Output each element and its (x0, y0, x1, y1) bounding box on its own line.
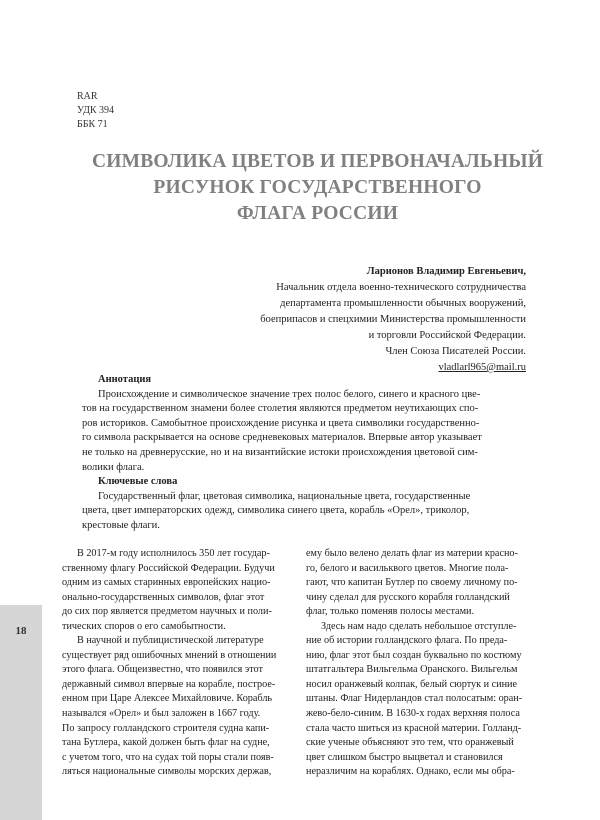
title-line: РИСУНОК ГОСУДАРСТВЕННОГО (153, 177, 482, 198)
keywords-line: цвета, цвет императорских одежд, символика синего цвета, корабль «Орел», триколор, (82, 505, 470, 517)
body-text-line: стала часто шиться из красной материи. Голланд- (306, 722, 522, 734)
body-text-line: По запросу голландского строителя судна капи- (62, 722, 270, 734)
author-email-link[interactable]: vladlarl965@mail.ru (438, 362, 526, 373)
author-name: Ларионов Владимир Евгеньевич, (366, 266, 526, 277)
body-text-line: ние об истории голландского флага. По преда- (306, 635, 508, 647)
body-text-line: онально-государственных символов, флаг этот (62, 591, 265, 603)
body-text-line: гают, что капитан Бутлер по своему личному по- (306, 577, 518, 589)
body-text-line: штатгальтера Вильгельма Оранского. Вильгельм (306, 664, 518, 676)
body-text-line: державный символ впервые на корабле, построе- (62, 678, 276, 690)
author-block (260, 264, 526, 376)
body-text-line: неразличим на кораблях. Однако, если мы обра- (306, 766, 515, 778)
author-affiliation-line: боеприпасов и спецхимии Министерства промышленности (260, 314, 526, 325)
body-text-line: этого флага. Общеизвестно, что появился этот (62, 664, 263, 676)
keywords-heading: Ключевые слова (98, 476, 178, 488)
body-text-line: до сих пор является предметом научных и поли- (62, 606, 272, 618)
abstract-heading: Аннотация (98, 374, 152, 385)
body-text-line: чину сделал для русского корабля голландский (306, 591, 510, 603)
body-text-line: существует ряд ошибочных мнений в отношении (62, 649, 277, 661)
body-text-line: флаг, только поменяв полосы местами. (306, 606, 475, 618)
body-text-line: носил оранжевый колпак, белый сюртук и синие (306, 678, 518, 690)
body-text-line: нию, флаг этот был создан буквально по костюму (306, 649, 522, 661)
abstract-section (82, 373, 528, 534)
classification-bbk: ББК 71 (77, 119, 108, 130)
keywords-line: Государственный флаг, цветовая символика, национальные цвета, государственные (98, 490, 471, 502)
abstract-line: Происхождение и символическое значение трех полос белого, синего и красного цве- (98, 388, 481, 400)
abstract-line: го символа раскрывается на основе средневековых материалов. Впервые автор указывает (82, 432, 482, 444)
body-text-line: ему было велено делать флаг из материи красно- (306, 548, 518, 559)
title-line: СИМВОЛИКА ЦВЕТОВ И ПЕРВОНАЧАЛЬНЫЙ (91, 151, 544, 172)
classification-codes (77, 90, 114, 132)
body-text-line: ляться национальные символы морских держав, (62, 766, 272, 778)
page-side-strip (0, 605, 42, 820)
author-affiliation-line: Начальник отдела военно-технического сотрудничества (276, 282, 526, 293)
body-text-line: ственному флагу Российской Федерации. Будучи (62, 562, 275, 574)
author-affiliation-line: и торговли Российской Федерации. (368, 330, 526, 341)
article-title (45, 149, 590, 227)
keywords-line: крестовые флаги. (82, 519, 160, 531)
body-text-line: штаны. Флаг Нидерландов стал полосатым: оран- (306, 693, 523, 705)
body-text-line: го, белого и васильквого цветов. Многие пола- (306, 562, 509, 574)
page-number: 18 (15, 625, 27, 637)
abstract-line: тов на государственном знамени более столетия являются предметом неутихающих спо- (82, 403, 479, 415)
title-line: ФЛАГА РОССИИ (236, 203, 399, 224)
body-text-line: В 2017-м году исполнилось 350 лет государ- (77, 548, 270, 559)
body-text-line: цвет слишком быстро выцветал и становился (306, 751, 503, 763)
body-text-line: одним из самых старинных европейских нацио- (62, 577, 271, 589)
author-affiliation-line: Член Союза Писателей России. (385, 346, 526, 357)
body-column-left (62, 547, 302, 780)
body-text-line: ские ученые объясняют это тем, что оранжевый (306, 737, 514, 749)
abstract-line: ров историков. Самобытное происхождение рисунка и цвета символики государственно- (82, 417, 480, 429)
body-text-line: енном при Царе Алексее Михайловиче. Корабль (62, 693, 273, 705)
body-text-line: тических споров о его самобытности. (62, 620, 226, 632)
classification-udk: УДК 394 (77, 105, 115, 116)
body-text-line: Здесь нам надо сделать небольшое отступле- (321, 620, 517, 632)
body-column-right (306, 547, 546, 780)
body-text-line: жево-бело-синим. В 1630-х годах верхняя полоса (306, 708, 520, 720)
body-text-line: тана Бутлера, какой должен быть флаг на судне, (62, 737, 270, 749)
body-text-line: В научной и публицистической литературе (77, 635, 264, 647)
body-text-line: назывался «Орел» и был заложен в 1667 году. (62, 708, 261, 720)
body-text-line: с учетом того, что на судах той поры стали появ- (62, 751, 274, 763)
classification-rar: RAR (77, 91, 98, 102)
abstract-line: волики флага. (82, 461, 145, 473)
author-affiliation-line: департамента промышленности обычных вооружений, (280, 298, 526, 309)
abstract-line: не только на древнерусские, но и на византийские истоки происхождения цветовой сим- (82, 446, 478, 458)
